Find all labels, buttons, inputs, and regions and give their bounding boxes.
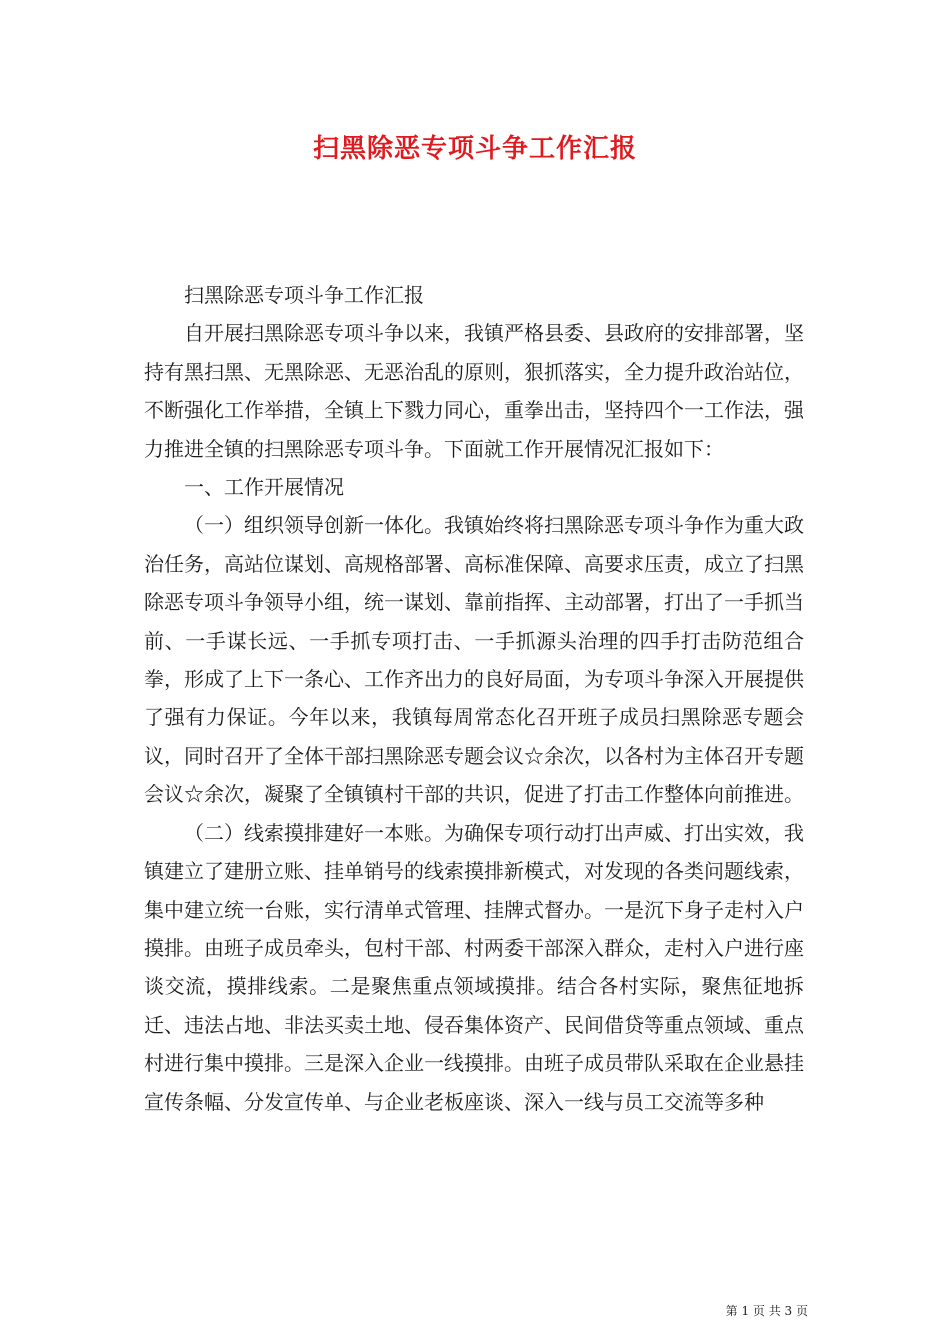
section-heading: 一、工作开展情况 [184, 475, 344, 500]
paragraph-heading: 扫黑除恶专项斗争工作汇报 [184, 283, 424, 307]
document-title: 扫黑除恶专项斗争工作汇报 [312, 134, 637, 164]
paragraph-section-2: （二）线索摸排建好一本账。为确保专项行动打出声威、打出实效，我镇建立了建册立账、挂单销号的线索摸排新模式，对发现的各类问题线索，集中建立统一台账，实行清单式管理、挂牌式督办。一是沉下身子走村入户摸排。由班子成员牵头，包村干部、村两委干部深入群众，走村入户进行座谈交流，摸排线索。二是聚焦重点领域摸排。结合各村实际，聚焦征地拆迁、违法占地、非法买卖土地、侵吞集体资产、民间借贷等重点领域、重点村进行集中摸排。三是深入企业一线摸排。由班子成员带队采取在企业悬挂宣传条幅、分发宣传单、与企业老板座谈、深入一线与员工交流等多种 [144, 820, 804, 1114]
paragraph-intro: 自开展扫黑除恶专项斗争以来，我镇严格县委、县政府的安排部署，坚持有黑扫黑、无黑除恶、无恶治乱的原则，狠抓落实，全力提升政治站位，不断强化工作举措，全镇上下戮力同心，重拳出击，坚持四个一工作法，强力推进全镇的扫黑除恶专项斗争。下面就工作开展情况汇报如下： [144, 321, 804, 461]
paragraph-section-1: （一）组织领导创新一体化。我镇始终将扫黑除恶专项斗争作为重大政治任务，高站位谋划、高规格部署、高标准保障、高要求压责，成立了扫黑除恶专项斗争领导小组，统一谋划、靠前指挥、主动部署，打出了一手抓当前、一手谋长远、一手抓专项打击、一手抓源头治理的四手打击防范组合拳，形成了上下一条心、工作齐出力的良好局面，为专项斗争深入开展提供了强有力保证。今年以来，我镇每周常态化召开班子成员扫黑除恶专题会议，同时召开了全体干部扫黑除恶专题会议☆余次，以各村为主体召开专题会议☆余次，凝聚了全镇镇村干部的共识，促进了打击工作整体向前推进。 [144, 513, 804, 807]
document-body [144, 276, 804, 1121]
page-number: 第 1 页 共 3 页 [725, 1304, 808, 1318]
